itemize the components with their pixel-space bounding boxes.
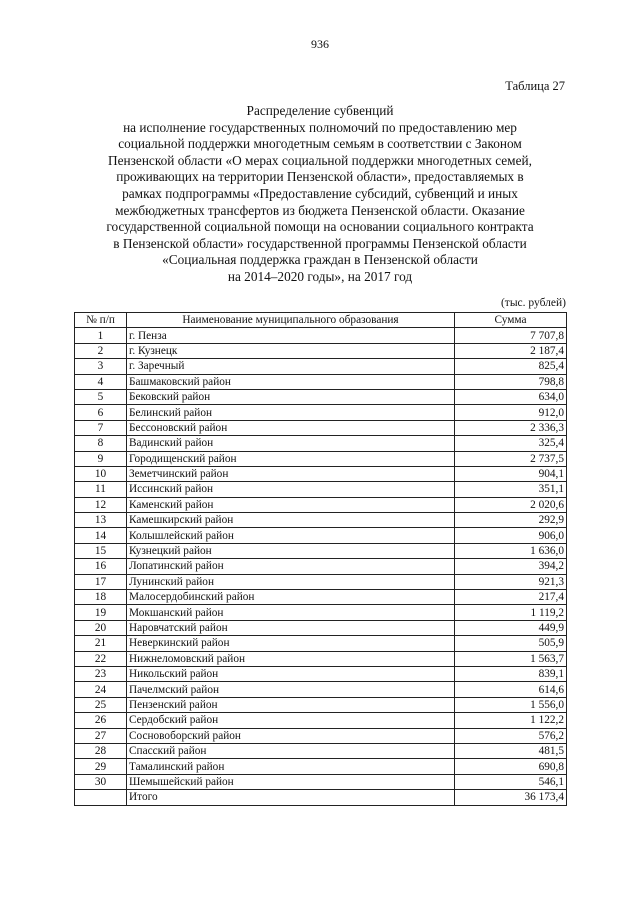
- table-row: [75, 759, 567, 774]
- table-row: [75, 666, 567, 681]
- table-row: [75, 574, 567, 589]
- units-label: (тыс. рублей): [500, 297, 566, 309]
- total-sum: 36 173,4: [455, 790, 567, 805]
- row-number: 5: [75, 389, 127, 404]
- municipality-name: Мокшанский район: [127, 605, 455, 620]
- title-line: на исполнение государственных полномочий по предоставлению мер: [123, 119, 517, 135]
- row-number: 16: [75, 559, 127, 574]
- table-row: [75, 482, 567, 497]
- row-sum: 1 119,2: [455, 605, 567, 620]
- municipality-name: Белинский район: [127, 405, 455, 420]
- table-row: [75, 466, 567, 481]
- municipality-name: Колышлейский район: [127, 528, 455, 543]
- title-line: рамках подпрограммы «Предоставление субсидий, субвенций и иных: [122, 185, 518, 201]
- title-line: Пензенской области «О мерах социальной поддержки многодетных семей,: [108, 152, 532, 168]
- row-sum: 825,4: [455, 359, 567, 374]
- municipality-name: Нижнеломовский район: [127, 651, 455, 666]
- total-number-cell: [75, 790, 127, 805]
- row-sum: 217,4: [455, 590, 567, 605]
- subvention-table: [74, 312, 567, 806]
- row-sum: 449,9: [455, 620, 567, 635]
- title-line: межбюджетных трансфертов из бюджета Пензенской области. Оказание: [115, 202, 525, 218]
- table-header-row: [75, 313, 567, 328]
- municipality-name: Земетчинский район: [127, 466, 455, 481]
- row-sum: 2 737,5: [455, 451, 567, 466]
- row-number: 1: [75, 328, 127, 343]
- title-line: «Социальная поддержка граждан в Пензенской области: [162, 252, 478, 268]
- row-number: 11: [75, 482, 127, 497]
- row-number: 2: [75, 343, 127, 358]
- municipality-name: Шемышейский район: [127, 774, 455, 789]
- row-sum: 394,2: [455, 559, 567, 574]
- row-sum: 546,1: [455, 774, 567, 789]
- row-sum: 292,9: [455, 513, 567, 528]
- row-number: 19: [75, 605, 127, 620]
- row-number: 10: [75, 466, 127, 481]
- table-row: [75, 436, 567, 451]
- page-number: 936: [311, 37, 329, 51]
- row-number: 13: [75, 513, 127, 528]
- row-sum: 7 707,8: [455, 328, 567, 343]
- row-number: 18: [75, 590, 127, 605]
- table-row: [75, 559, 567, 574]
- table-row: [75, 374, 567, 389]
- table-row: [75, 389, 567, 404]
- title-line: проживающих на территории Пензенской области», предоставляемых в: [116, 169, 524, 185]
- title-line: социальной поддержки многодетным семьям в соответствии с Законом: [118, 136, 522, 152]
- municipality-name: Башмаковский район: [127, 374, 455, 389]
- row-number: 21: [75, 636, 127, 651]
- table-row: [75, 774, 567, 789]
- table-row: [75, 651, 567, 666]
- row-sum: 505,9: [455, 636, 567, 651]
- row-sum: 1 556,0: [455, 697, 567, 712]
- row-number: 9: [75, 451, 127, 466]
- row-sum: 2 336,3: [455, 420, 567, 435]
- row-sum: 798,8: [455, 374, 567, 389]
- municipality-name: г. Пенза: [127, 328, 455, 343]
- municipality-name: Никольский район: [127, 666, 455, 681]
- row-number: 12: [75, 497, 127, 512]
- municipality-name: Спасский район: [127, 743, 455, 758]
- total-label: Итого: [127, 790, 455, 805]
- row-sum: 2 187,4: [455, 343, 567, 358]
- table-row: [75, 682, 567, 697]
- row-number: 20: [75, 620, 127, 635]
- header-municipality: Наименование муниципального образования: [127, 313, 455, 328]
- row-sum: 690,8: [455, 759, 567, 774]
- municipality-name: г. Заречный: [127, 359, 455, 374]
- table-row: [75, 590, 567, 605]
- municipality-name: Пачелмский район: [127, 682, 455, 697]
- table-row: [75, 405, 567, 420]
- table-row: [75, 543, 567, 558]
- table-row: [75, 636, 567, 651]
- table-label: Таблица 27: [505, 79, 565, 93]
- municipality-name: Тамалинский район: [127, 759, 455, 774]
- row-number: 4: [75, 374, 127, 389]
- municipality-name: Сосновоборский район: [127, 728, 455, 743]
- row-number: 6: [75, 405, 127, 420]
- row-sum: 1 122,2: [455, 713, 567, 728]
- municipality-name: Наровчатский район: [127, 620, 455, 635]
- row-number: 29: [75, 759, 127, 774]
- table-row: [75, 420, 567, 435]
- municipality-name: г. Кузнецк: [127, 343, 455, 358]
- municipality-name: Городищенский район: [127, 451, 455, 466]
- table-row: [75, 343, 567, 358]
- municipality-name: Вадинский район: [127, 436, 455, 451]
- title-line: Распределение субвенций: [246, 103, 394, 118]
- municipality-name: Камешкирский район: [127, 513, 455, 528]
- row-sum: 351,1: [455, 482, 567, 497]
- title-line: на 2014–2020 годы», на 2017 год: [227, 268, 413, 284]
- table-row: [75, 605, 567, 620]
- table-body: [75, 328, 567, 790]
- table-row: [75, 328, 567, 343]
- row-sum: 634,0: [455, 389, 567, 404]
- header-number: № п/п: [75, 313, 127, 328]
- table-row: [75, 728, 567, 743]
- row-number: 7: [75, 420, 127, 435]
- row-number: 14: [75, 528, 127, 543]
- total-row: [75, 790, 567, 805]
- municipality-name: Кузнецкий район: [127, 543, 455, 558]
- municipality-name: Лунинский район: [127, 574, 455, 589]
- row-sum: 481,5: [455, 743, 567, 758]
- row-sum: 614,6: [455, 682, 567, 697]
- row-sum: 906,0: [455, 528, 567, 543]
- municipality-name: Иссинский район: [127, 482, 455, 497]
- row-number: 26: [75, 713, 127, 728]
- municipality-name: Пензенский район: [127, 697, 455, 712]
- municipality-name: Сердобский район: [127, 713, 455, 728]
- row-sum: 576,2: [455, 728, 567, 743]
- table-row: [75, 697, 567, 712]
- row-sum: 904,1: [455, 466, 567, 481]
- row-sum: 2 020,6: [455, 497, 567, 512]
- title-line: государственной социальной помощи на основании социального контракта: [106, 219, 534, 235]
- table-row: [75, 359, 567, 374]
- row-number: 25: [75, 697, 127, 712]
- header-sum: Сумма: [455, 313, 567, 328]
- row-sum: 839,1: [455, 666, 567, 681]
- row-number: 3: [75, 359, 127, 374]
- row-number: 24: [75, 682, 127, 697]
- table-row: [75, 620, 567, 635]
- row-number: 27: [75, 728, 127, 743]
- municipality-name: Каменский район: [127, 497, 455, 512]
- row-number: 17: [75, 574, 127, 589]
- document-title: [70, 103, 570, 286]
- row-number: 23: [75, 666, 127, 681]
- row-number: 30: [75, 774, 127, 789]
- row-sum: 1 563,7: [455, 651, 567, 666]
- table-row: [75, 497, 567, 512]
- table-row: [75, 528, 567, 543]
- municipality-name: Неверкинский район: [127, 636, 455, 651]
- row-number: 8: [75, 436, 127, 451]
- row-number: 22: [75, 651, 127, 666]
- row-number: 28: [75, 743, 127, 758]
- row-sum: 921,3: [455, 574, 567, 589]
- municipality-name: Малосердобинский район: [127, 590, 455, 605]
- row-sum: 325,4: [455, 436, 567, 451]
- table-row: [75, 451, 567, 466]
- table-row: [75, 743, 567, 758]
- row-number: 15: [75, 543, 127, 558]
- row-sum: 912,0: [455, 405, 567, 420]
- municipality-name: Бековский район: [127, 389, 455, 404]
- table-row: [75, 513, 567, 528]
- municipality-name: Бессоновский район: [127, 420, 455, 435]
- table-row: [75, 713, 567, 728]
- title-line: в Пензенской области» государственной программы Пензенской области: [113, 235, 527, 251]
- municipality-name: Лопатинский район: [127, 559, 455, 574]
- row-sum: 1 636,0: [455, 543, 567, 558]
